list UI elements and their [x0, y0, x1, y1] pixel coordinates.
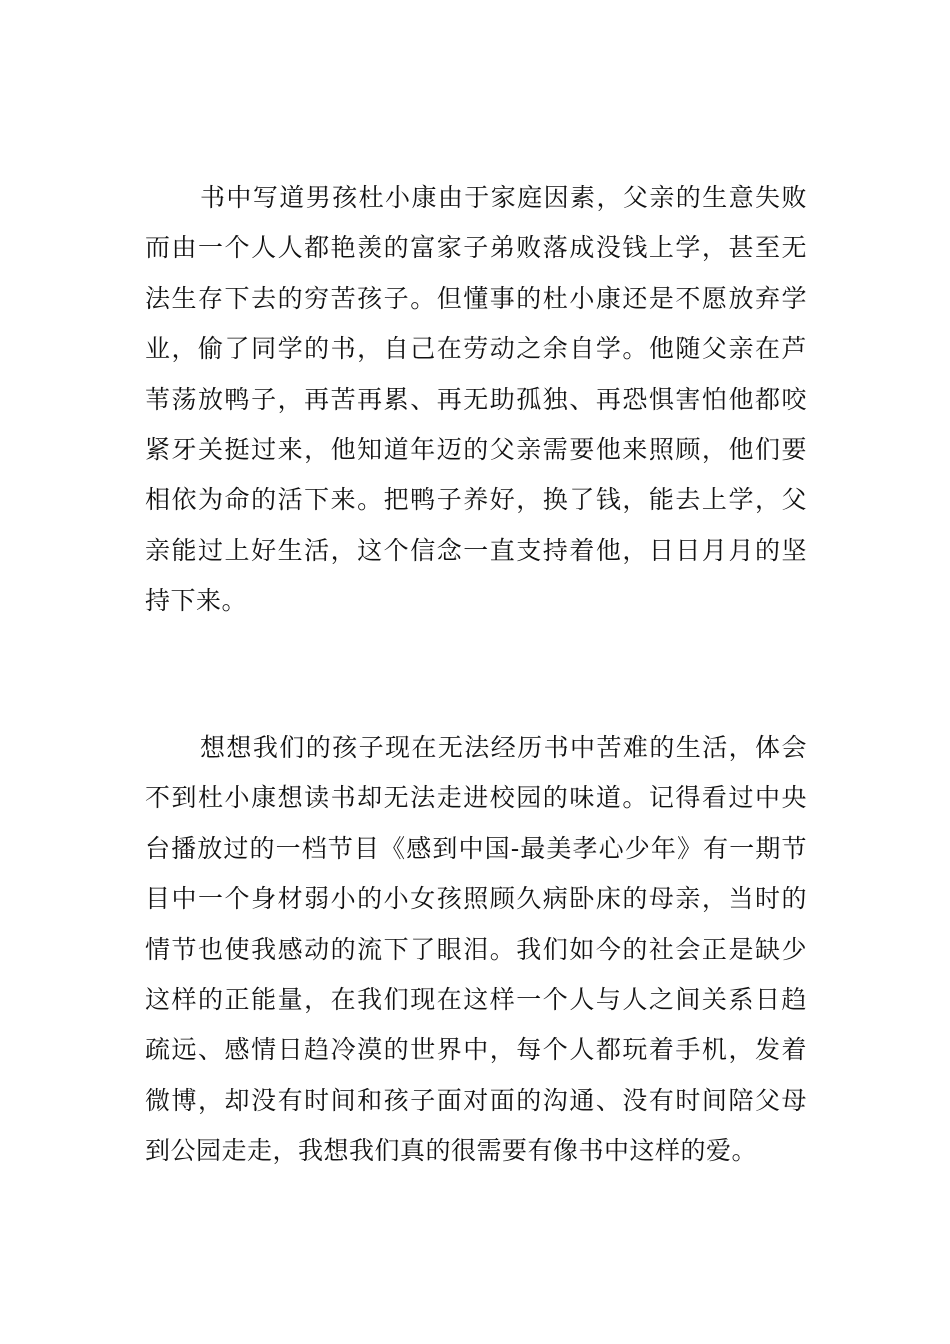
paragraph-2: 想想我们的孩子现在无法经历书中苦难的生活，体会不到杜小康想读书却无法走进校园的味道。记得看过中央台播放过的一档节目《感到中国-最美孝心少年》有一期节目中一个身材弱小的小女孩照顾久病卧床的母亲，当时的情节也使我感动的流下了眼泪。我们如今的社会正是缺少这样的正能量，在我们现在这样一个人与人之间关系日趋疏远、感情日趋冷漠的世界中，每个人都玩着手机，发着微博，却没有时间和孩子面对面的沟通、没有时间陪父母到公园走走，我想我们真的很需要有像书中这样的爱。: [145, 733, 807, 1166]
paragraph-1: 书中写道男孩杜小康由于家庭因素，父亲的生意失败而由一个人人都艳羡的富家子弟败落成没钱上学，甚至无法生存下去的穷苦孩子。但懂事的杜小康还是不愿放弃学业，偷了同学的书，自己在劳动之余自学。他随父亲在芦苇荡放鸭子，再苦再累、再无助孤独、再恐惧害怕他都咬紧牙关挺过来，他知道年迈的父亲需要他来照顾，他们要相依为命的活下来。把鸭子养好，换了钱，能去上学，父亲能过上好生活，这个信念一直支持着他，日日月月的坚持下来。: [145, 183, 807, 616]
